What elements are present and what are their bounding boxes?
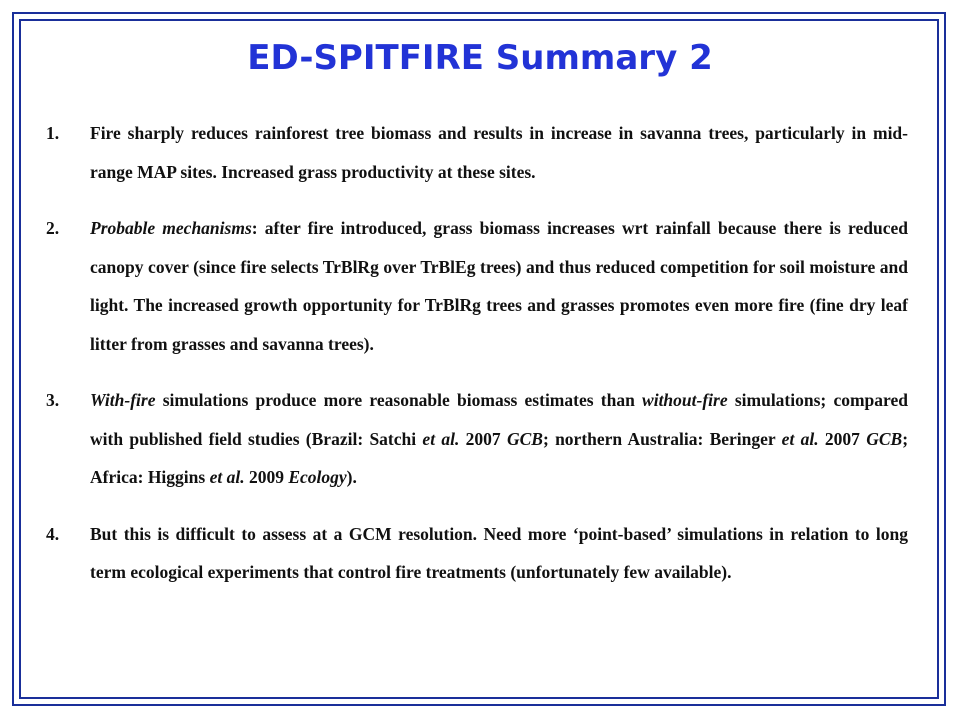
text-segment-italic: GCB	[506, 428, 543, 449]
item-number: 3.	[46, 390, 60, 410]
summary-item-2	[46, 209, 908, 363]
item-text	[90, 209, 908, 363]
item-text	[90, 515, 908, 592]
slide-title: ED-SPITFIRE Summary 2	[247, 38, 713, 78]
text-segment-italic: GCB	[866, 428, 903, 449]
item-text	[90, 381, 908, 497]
text-segment: Fire sharply reduces rainforest tree biomass and results in increase in savanna trees, particularly in mid-range MAP sites. Increased grass productivity at these sites.	[90, 123, 908, 182]
item-text	[90, 114, 908, 191]
text-segment: ; northern Australia: Beringer	[542, 428, 782, 449]
text-segment-italic: et al.	[422, 428, 460, 449]
text-segment: simulations produce more reasonable biomass estimates than	[155, 390, 643, 410]
text-segment-italic: Probable mechanisms	[90, 218, 252, 238]
text-segment: 2007	[459, 428, 507, 449]
text-segment: simulations; compared with published field studies (Brazil: Satchi	[90, 390, 908, 449]
item-number: 2.	[46, 218, 60, 238]
text-segment: ; Africa: Higgins	[90, 428, 909, 487]
text-segment: 2009	[244, 467, 289, 487]
item-number: 1.	[46, 123, 60, 143]
text-segment-italic: With-fire	[90, 390, 156, 410]
text-segment-italic: without-fire	[642, 390, 728, 410]
text-segment-italic: et al.	[209, 467, 245, 487]
text-segment: ).	[346, 467, 357, 487]
text-segment-italic: et al.	[781, 428, 819, 449]
text-segment: : after fire introduced, grass biomass increases wrt rainfall because there is reduced canopy cover (since fire selects TrBlRg over TrBlEg trees) and thus reduced competition for soil moisture and light. The increased growth opportunity for TrBlRg trees and grasses promotes even more fire (fine dry leaf litter from grasses and savanna trees).	[90, 218, 908, 354]
text-segment-italic: Ecology	[288, 467, 347, 487]
summary-item-4	[46, 515, 908, 592]
text-segment: 2007	[818, 428, 867, 449]
summary-item-1	[46, 114, 908, 191]
text-segment: But this is difficult to assess at a GCM resolution. Need more ‘point-based’ simulations in relation to long term ecological experiments that control fire treatments (unfortunately few available).	[90, 523, 908, 582]
summary-item-3	[46, 381, 908, 497]
item-number: 4.	[46, 523, 60, 544]
summary-list	[46, 114, 908, 610]
